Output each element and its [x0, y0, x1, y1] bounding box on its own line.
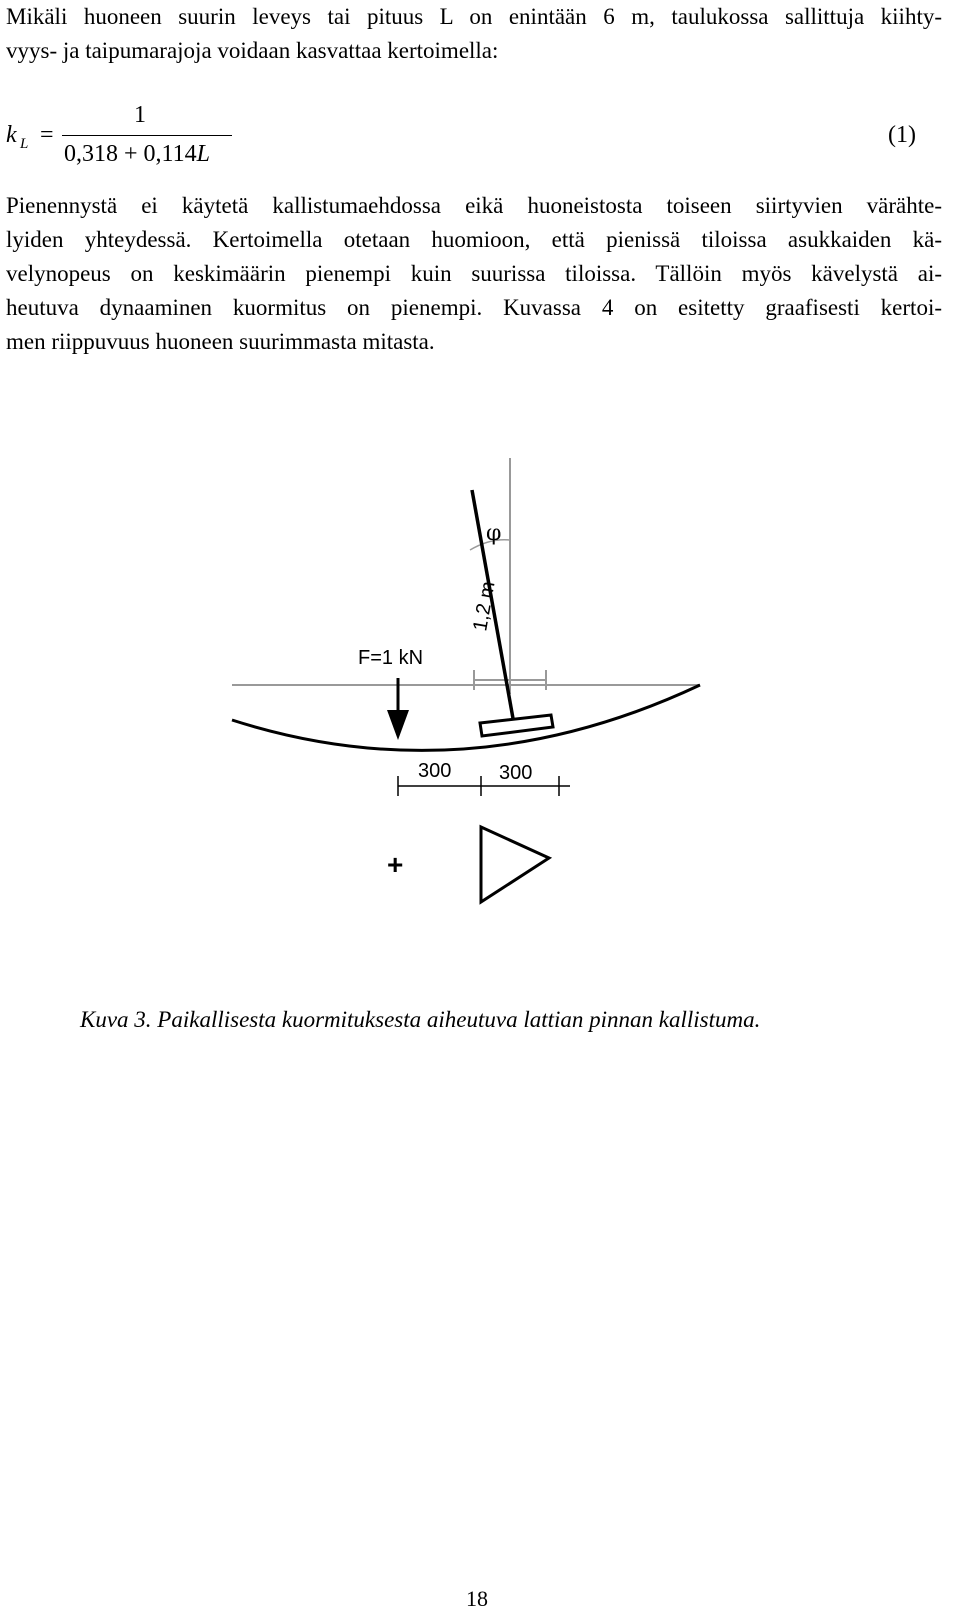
dimension-left-label: 300	[418, 760, 452, 782]
equation-lhs-subscript: L	[20, 136, 29, 152]
force-arrowhead	[387, 710, 409, 740]
intro-line-2: vyys- ja taipumarajoja voidaan kasvattaa kertoimella:	[6, 38, 499, 63]
body-line-2: lyiden yhteydessä. Kertoimella otetaan huomioon, että pienissä tiloissa asukkaiden kä-	[6, 227, 942, 252]
body-paragraph	[6, 189, 942, 359]
equation-numerator: 1	[134, 102, 146, 128]
body-line-4: heutuva dynaaminen kuormitus on pienempi. Kuvassa 4 on esitetty graafisesti kertoi-	[6, 295, 942, 320]
rod-base-plate	[480, 715, 553, 736]
figure-caption: Kuva 3. Paikallisesta kuormituksesta aiheutuva lattian pinnan kallistuma.	[80, 1007, 761, 1032]
equation-denominator-prefix: 0,318 + 0,114	[64, 141, 197, 167]
equation-1	[6, 104, 946, 174]
equation-lhs-symbol: k	[6, 122, 17, 148]
force-label: F=1 kN	[358, 647, 424, 669]
triangle-shape	[481, 827, 549, 902]
plus-sign: +	[387, 849, 404, 880]
intro-line-1: Mikäli huoneen suurin leveys tai pituus L on enintään 6 m, taulukossa sallittuja kiihty-	[6, 4, 942, 29]
equation-fraction-bar	[62, 135, 232, 136]
page-number: 18	[466, 1586, 488, 1611]
angle-label: φ	[486, 521, 502, 546]
rod-length-label: 1,2 m	[469, 579, 500, 633]
equation-equals: =	[40, 122, 54, 148]
intro-paragraph	[6, 0, 942, 68]
dimension-right-label: 300	[499, 762, 533, 784]
body-line-1: Pienennystä ei käytetä kallistumaehdossa eikä huoneistosta toiseen siirtyvien värähte-	[6, 193, 942, 218]
equation-number: (1)	[888, 122, 916, 148]
body-line-3: velynopeus on keskimäärin pienempi kuin suurissa tiloissa. Tällöin myös kävelystä ai-	[6, 261, 942, 286]
body-line-5: men riippuvuus huoneen suurimmasta mitasta.	[6, 329, 435, 354]
deflected-floor-curve	[232, 685, 700, 750]
equation-denominator	[64, 141, 210, 168]
equation-denominator-var: L	[196, 141, 211, 167]
floor-tilt-figure	[0, 440, 960, 920]
